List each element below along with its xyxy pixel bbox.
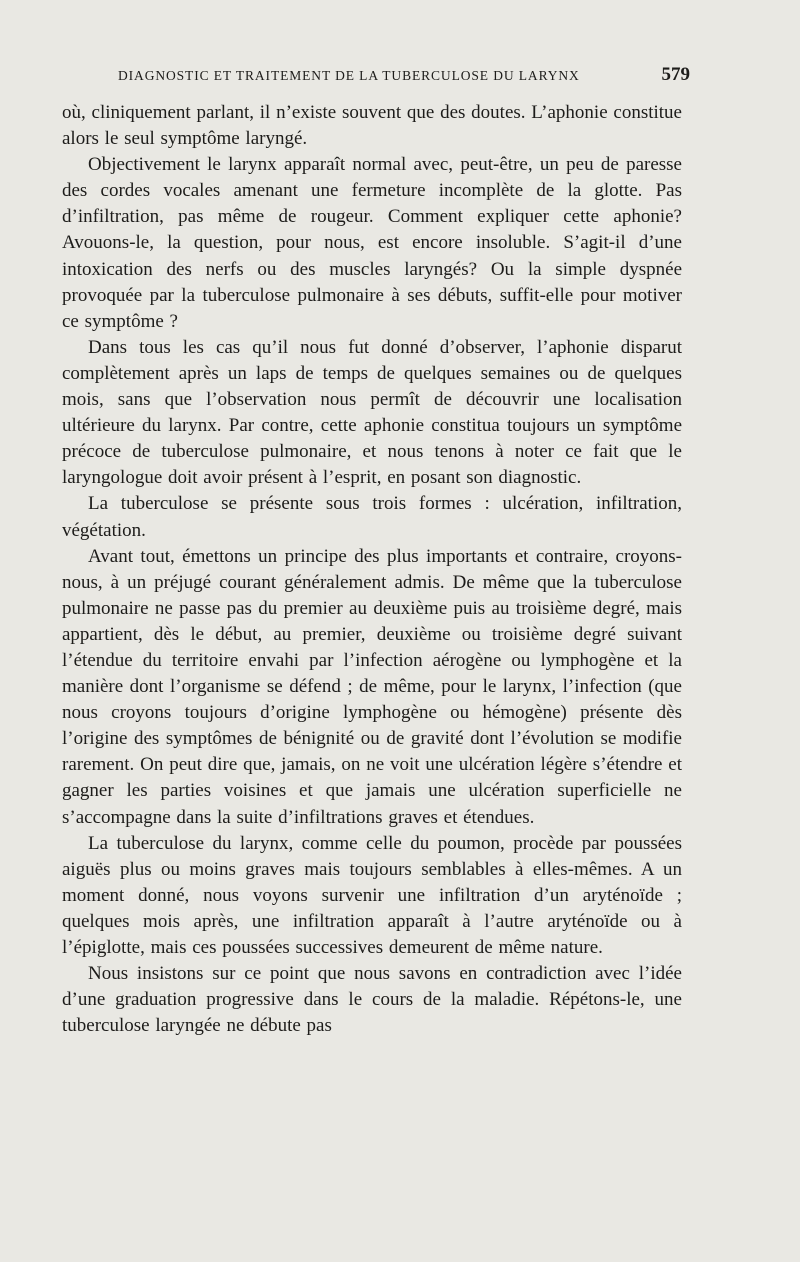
page-number: 579 <box>661 64 690 85</box>
paragraph-continued: où, cliniquement parlant, il n’existe souvent que des doutes. L’aphonie constitue alors le seul symptôme laryngé. <box>62 102 682 150</box>
paragraph-tuberculose-du-larynx: La tuberculose du larynx, comme celle du poumon, procède par poussées aiguës plus ou moins graves mais toujours semblables à elles-mêmes. A un moment donné, nous voyons survenir une infiltration d’un aryténoïde ; quelques mois après, une infiltration apparaît à l’autre aryténoïde ou à l’épiglotte, mais ces poussées successives demeurent de même nature. <box>62 832 682 958</box>
running-head-title: DIAGNOSTIC ET TRAITEMENT DE LA TUBERCULOSE DU LARYNX <box>118 68 580 83</box>
running-head <box>118 64 690 86</box>
body-text <box>62 100 682 1039</box>
paragraph-objectivement: Objectivement le larynx apparaît normal avec, peut-être, un peu de paresse des cordes vocales amenant une fermeture incomplète de la glotte. Pas d’infiltration, pas même de rougeur. Comment expliquer cette aphonie? Avouons-le, la question, pour nous, est encore insoluble. S’agit-il d’une intoxication des nerfs ou des muscles laryngés? Ou la simple dyspnée provoquée par la tuberculose pulmonaire à ses débuts, suffit-elle pour motiver ce symptôme ? <box>62 154 682 332</box>
paragraph-avant-tout: Avant tout, émettons un principe des plus importants et contraire, croyons-nous, à un préjugé courant généralement admis. De même que la tuberculose pulmonaire ne passe pas du premier au deuxième puis au troisième degré, mais appartient, dès le début, au premier, deuxième ou troisième degré suivant l’étendue du territoire envahi par l’infection aérogène ou lymphogène et la manière dont l’organisme se défend ; de même, pour le larynx, l’infection (que nous croyons toujours d’origine lymphogène ou hémogène) présente dès l’origine des symptômes de bénignité ou de gravité dont l’évolution se modifie rarement. On peut dire que, jamais, on ne voit une ulcération légère s’étendre et gagner les parties voisines et que jamais une ulcération superficielle ne s’accompagne dans la suite d’infiltrations graves et étendues. <box>62 545 682 828</box>
paragraph-dans-tous-les-cas: Dans tous les cas qu’il nous fut donné d’observer, l’aphonie disparut complètement après un laps de temps de quelques semaines ou de quelques mois, sans que l’observation nous permît de découvrir une localisation ultérieure du larynx. Par contre, cette aphonie constitua toujours un symptôme précoce de tuberculose pulmonaire, et nous tenons à noter ce fait que le laryngologue doit avoir présent à l’esprit, en posant son diagnostic. <box>62 336 682 489</box>
paragraph-trois-formes: La tuberculose se présente sous trois formes : ulcération, infiltration, végétation. <box>62 493 682 541</box>
paragraph-nous-insistons: Nous insistons sur ce point que nous savons en contradiction avec l’idée d’une graduation progressive dans le cours de la maladie. Répétons-le, une tuberculose laryngée ne débute pas <box>62 963 682 1037</box>
